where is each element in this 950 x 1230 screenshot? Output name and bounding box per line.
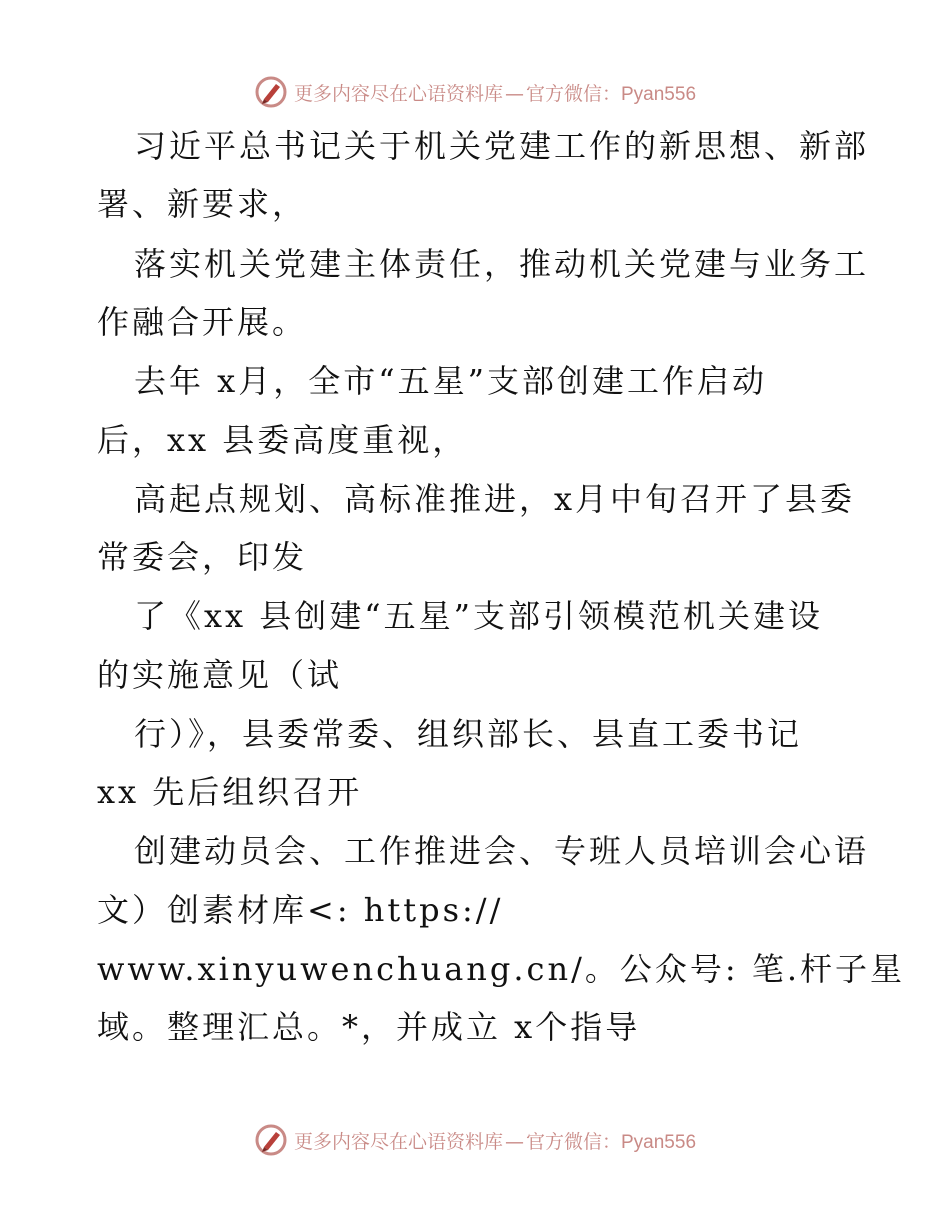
text-line: 后，xx 县委高度重视， bbox=[97, 421, 468, 459]
text-line: www.xinyuwenchuang.cn/。公众号: 笔.杆子星 bbox=[97, 950, 905, 988]
watermark-text bbox=[294, 79, 696, 106]
text-line: 了《xx 县创建“五星”支部引领模范机关建设 bbox=[134, 597, 823, 635]
text-line: 创建动员会、工作推进会、专班人员培训会心语 bbox=[134, 832, 870, 870]
pen-logo-icon bbox=[254, 75, 288, 109]
text-line: 高起点规划、高标准推进，x月中旬召开了县委 bbox=[134, 480, 856, 518]
text-line: 去年 x月，全市“五星”支部创建工作启动 bbox=[134, 362, 767, 400]
text-line: 域。整理汇总。*，并成立 x个指导 bbox=[97, 1008, 641, 1046]
watermark-site: 更多内容尽在心语资料库 bbox=[293, 1130, 503, 1153]
watermark-separator: — bbox=[504, 82, 524, 105]
header-watermark bbox=[0, 72, 950, 112]
text-line: 作融合开展。 bbox=[97, 303, 308, 341]
text-line: 行）》，县委常委、组织部长、县直工委书记 bbox=[134, 715, 803, 753]
text-line: 署、新要求， bbox=[97, 185, 308, 223]
watermark-id: Pyan556 bbox=[621, 1131, 697, 1153]
watermark-label: 官方微信： bbox=[525, 82, 621, 105]
watermark-id: Pyan556 bbox=[621, 83, 697, 105]
text-line: 习近平总书记关于机关党建工作的新思想、新部 bbox=[134, 127, 870, 165]
text-line: 文）创素材库<: https:// bbox=[97, 891, 504, 929]
text-line: 落实机关党建主体责任，推动机关党建与业务工 bbox=[134, 245, 870, 283]
footer-watermark bbox=[0, 1120, 950, 1160]
text-line: 的实施意见（试 bbox=[97, 656, 343, 694]
watermark-text bbox=[294, 1127, 696, 1154]
watermark-site: 更多内容尽在心语资料库 bbox=[293, 82, 503, 105]
text-line: xx 先后组织召开 bbox=[97, 773, 363, 811]
watermark-separator: — bbox=[504, 1130, 524, 1153]
text-line: 常委会，印发 bbox=[97, 538, 308, 576]
watermark-label: 官方微信： bbox=[525, 1130, 621, 1153]
pen-logo-icon bbox=[254, 1123, 288, 1157]
